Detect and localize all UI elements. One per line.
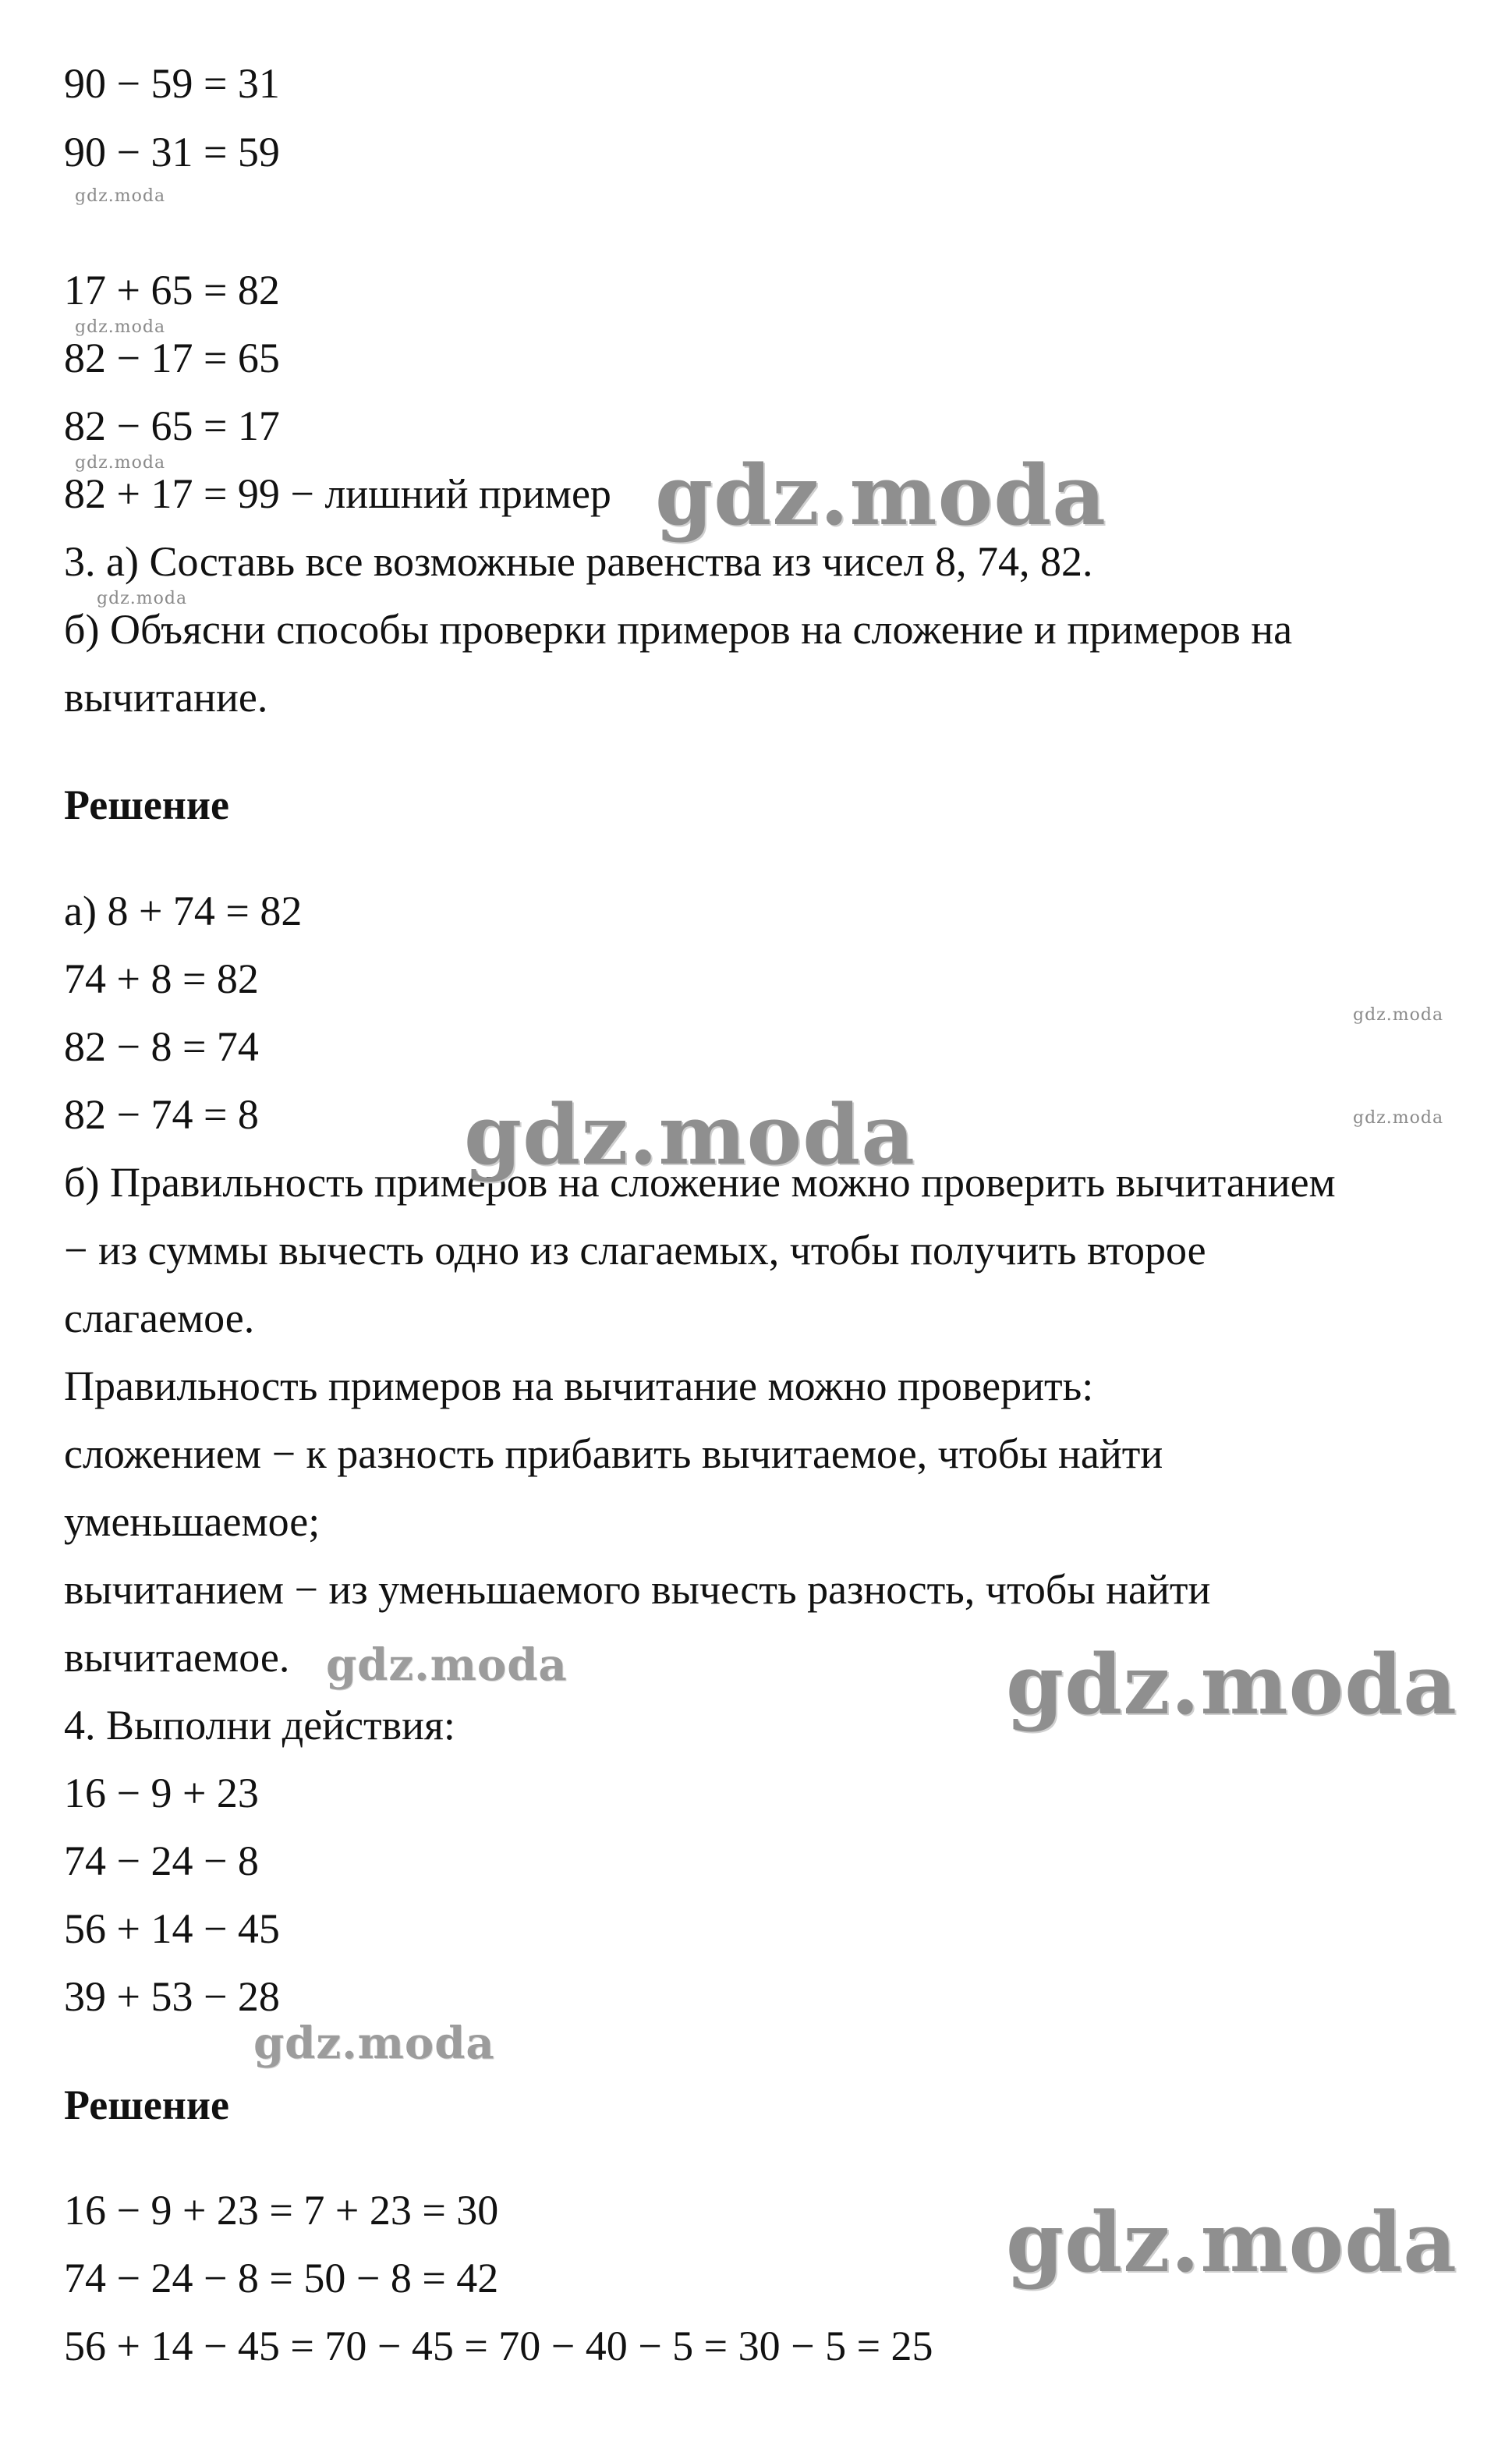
explanation-line: сложением − к разность прибавить вычитаемое, чтобы найти [64, 1430, 1163, 1477]
answer-line: 82 − 8 = 74 [64, 1023, 259, 1070]
watermark: gdz.moda [326, 1639, 568, 1691]
equation-line: 90 − 31 = 59 [64, 129, 280, 175]
answer-line: 56 + 14 − 45 = 70 − 45 = 70 − 40 − 5 = 30 − 5 = 25 [64, 2323, 933, 2369]
watermark: gdz.moda [655, 446, 1107, 544]
equation-line: 82 − 17 = 65 [64, 335, 280, 381]
equation-line: 90 − 59 = 31 [64, 60, 280, 107]
explanation-line: вычитанием − из уменьшаемого вычесть разность, чтобы найти [64, 1566, 1211, 1613]
explanation-line: уменьшаемое; [64, 1498, 320, 1545]
equation-line: 82 − 65 = 17 [64, 402, 280, 449]
watermark: gdz.moda [1353, 1005, 1444, 1025]
answer-line: 74 + 8 = 82 [64, 955, 259, 1002]
explanation-line: Правильность примеров на вычитание можно проверить: [64, 1362, 1094, 1409]
task3-question-a: 3. а) Составь все возможные равенства из чисел 8, 74, 82. [64, 538, 1093, 585]
watermark: gdz.moda [75, 317, 166, 337]
expression-line: 39 + 53 − 28 [64, 1973, 280, 2020]
explanation-line: − из суммы вычесть одно из слагаемых, чтобы получить второе [64, 1227, 1206, 1274]
explanation-line: б) Правильность примеров на сложение можно проверить вычитанием [64, 1159, 1336, 1206]
expression-line: 56 + 14 − 45 [64, 1905, 280, 1952]
answer-line: 16 − 9 + 23 = 7 + 23 = 30 [64, 2187, 499, 2234]
watermark: gdz.moda [1353, 1108, 1444, 1128]
watermark: gdz.moda [1006, 1635, 1457, 1733]
watermark: gdz.moda [75, 186, 166, 206]
task3-question-b: б) Объясни способы проверки примеров на сложение и примеров на [64, 606, 1293, 653]
answer-line: 74 − 24 − 8 = 50 − 8 = 42 [64, 2255, 499, 2301]
solution-heading: Решение [64, 2082, 229, 2128]
watermark: gdz.moda [253, 2018, 495, 2069]
answer-line: 82 − 74 = 8 [64, 1091, 259, 1138]
task3-question-b-cont: вычитание. [64, 674, 268, 721]
explanation-line: вычитаемое. [64, 1634, 290, 1681]
watermark: gdz.moda [464, 1086, 915, 1183]
watermark: gdz.moda [75, 453, 166, 473]
answer-line: а) 8 + 74 = 82 [64, 888, 303, 934]
task4-question: 4. Выполни действия: [64, 1702, 455, 1749]
explanation-line: слагаемое. [64, 1295, 255, 1341]
equation-line: 17 + 65 = 82 [64, 267, 280, 314]
watermark: gdz.moda [1006, 2193, 1457, 2291]
equation-line-extra: 82 + 17 = 99 − лишний пример [64, 470, 611, 517]
solution-heading: Решение [64, 781, 229, 828]
expression-line: 16 − 9 + 23 [64, 1770, 259, 1816]
expression-line: 74 − 24 − 8 [64, 1837, 259, 1884]
watermark: gdz.moda [97, 589, 188, 608]
